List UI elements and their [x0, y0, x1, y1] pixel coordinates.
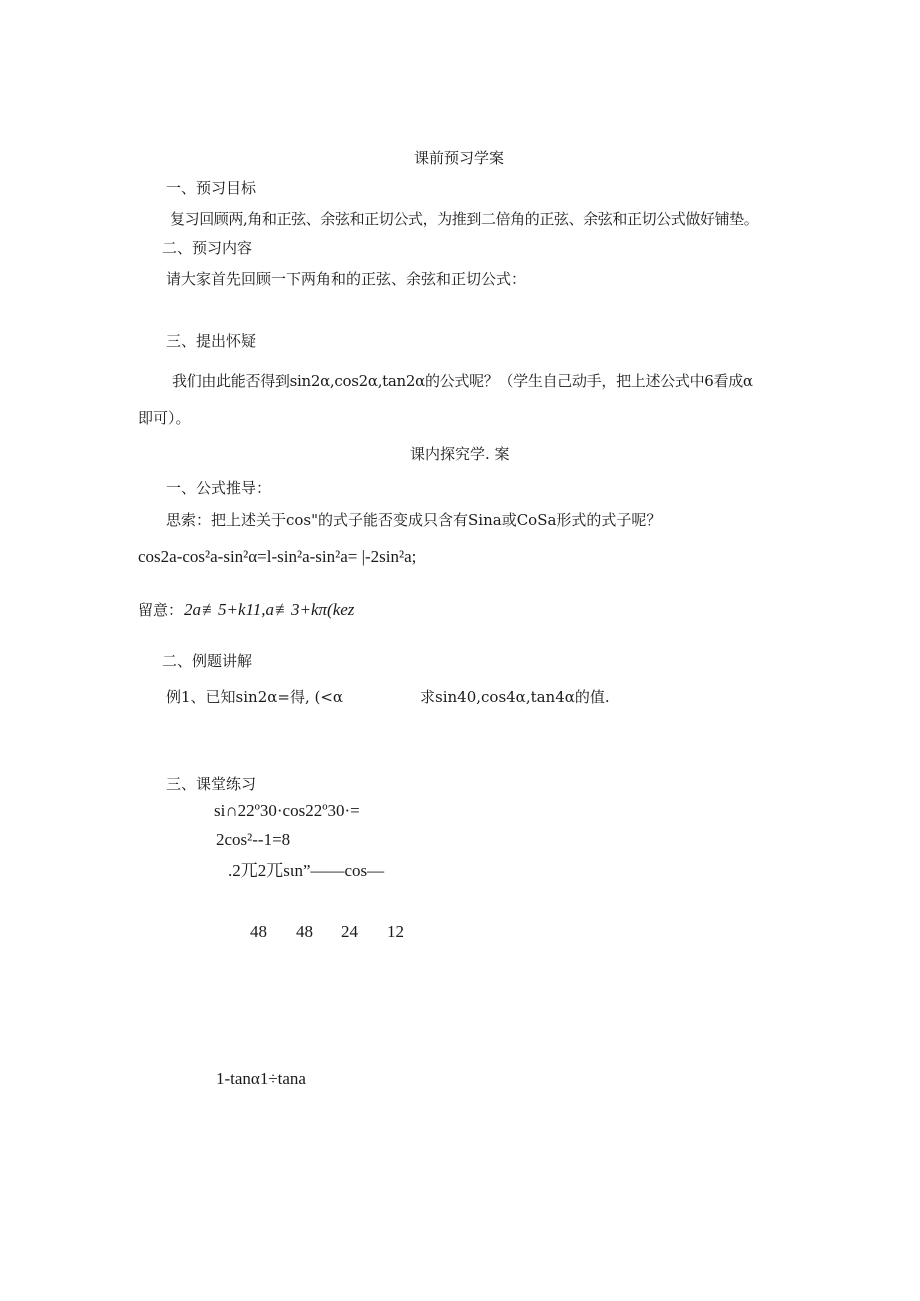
preclass-section3-text-line2: 即可）。 [138, 409, 191, 427]
inclass-note-label: 留意： [138, 601, 184, 619]
exercise-3-denominator-2: 48 [296, 922, 313, 941]
exercise-3-denominator-3: 24 [341, 922, 358, 941]
preclass-section1-text: 复习回顾两,角和正弦、余弦和正切公式，为推到二倍角的正弦、余弦和正切公式做好铺垫。 [170, 210, 759, 228]
inclass-example1-part2: 求sin40,cos4α,tan4α的值. [420, 688, 610, 706]
exercise-2: 2cos²--1=8 [216, 830, 291, 849]
inclass-note-formula: 2a≢5+k11,a≢3+kπ(kez [184, 600, 355, 619]
inclass-section1-think: 思索：把上述关于cos"的式子能否变成只含有Sina或CoSa形式的式子呢？ [166, 511, 662, 529]
preclass-section2-heading: 二、预习内容 [162, 239, 253, 257]
preclass-section3-text-line1: 我们由此能否得到sin2α,cos2α,tan2α的公式呢？（学生自己动手，把上述公式中6看成α [172, 372, 753, 390]
inclass-section3-heading: 三、课堂练习 [166, 775, 257, 793]
preclass-title: 课前预习学案 [414, 149, 505, 167]
exercise-1: si∩22º30·cos22º30·= [214, 801, 360, 820]
exercise-4: 1-tanα1÷tana [216, 1069, 306, 1088]
inclass-example1-part1: 例1、已知sin2α=得, (<α [166, 688, 344, 706]
preclass-section2-text: 请大家首先回顾一下两角和的正弦、余弦和正切公式： [166, 270, 527, 288]
inclass-title: 课内探究学. 案 [410, 445, 510, 463]
preclass-section1-heading: 一、预习目标 [166, 179, 257, 197]
inclass-section1-heading: 一、公式推导： [166, 479, 272, 497]
exercise-3: .2兀2兀sιn”——cos— [228, 861, 385, 880]
exercise-3-denominator-4: 12 [387, 922, 404, 941]
inclass-derivation-formula: cos2a-cos²a-sin²α=l-sin²a-sin²a= |-2sin²a; [138, 547, 417, 566]
exercise-3-denominator-1: 48 [250, 922, 267, 941]
preclass-section3-heading: 三、提出怀疑 [166, 332, 257, 350]
inclass-section2-heading: 二、例题讲解 [162, 652, 253, 670]
